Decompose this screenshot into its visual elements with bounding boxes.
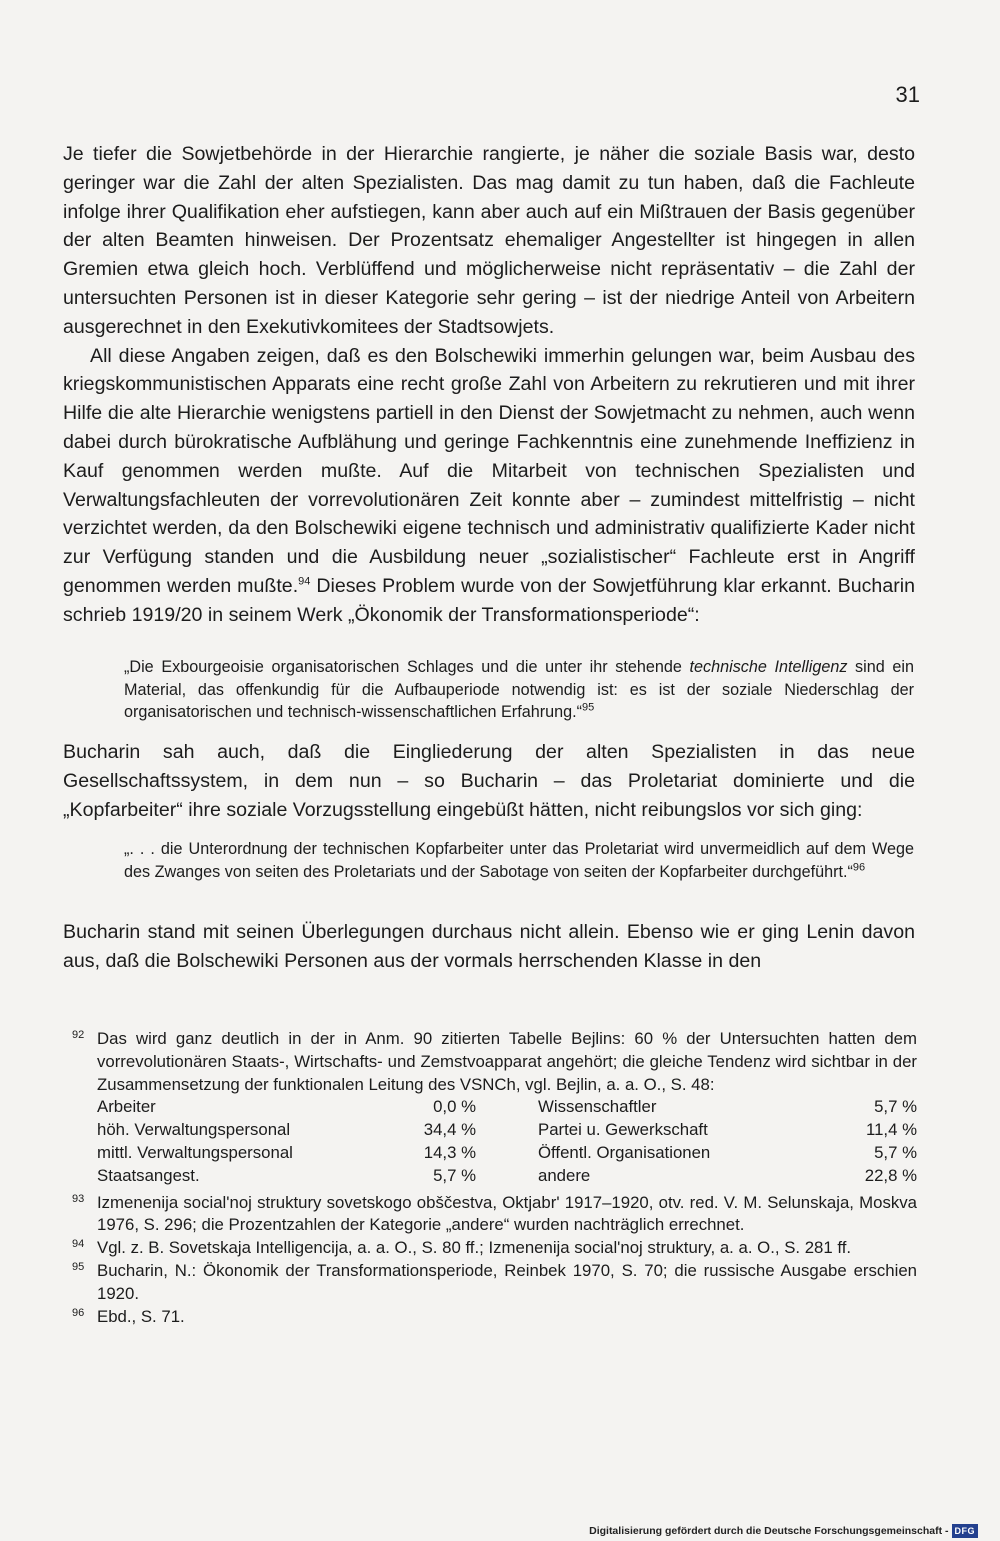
paragraph-2 bbox=[63, 342, 915, 630]
table-label: Wissenschaftler bbox=[538, 1097, 657, 1117]
table-column-right bbox=[538, 1096, 917, 1187]
table-row bbox=[97, 1119, 476, 1142]
table-row bbox=[538, 1096, 917, 1119]
paragraph-2-text: All diese Angaben zeigen, daß es den Bolschewiki immerhin gelungen war, beim Ausbau des kriegskommunistischen Apparats eine recht große Zahl von Arbeitern zu rekrutieren und mit ihrer Hilfe die alte Hierarchie wenigstens partiell in den Dienst der Sowjetmacht zu nehmen, auch wenn dabei durch bürokratische Aufblähung und geringe Fachkenntnis eine zunehmende Ineffizienz in Kauf genommen werden mußte. Auf die Mitarbeit von technischen Spezialisten und Verwaltungsfachleuten der vorrevolutionären Zeit konnte aber – zumindest mittelfristig – nicht verzichtet werden, da den Bolschewiki eigene technisch und administrativ qualifizierte Kader nicht zur Verfügung standen und die Ausbildung neuer „sozialistischer“ Fachleute erst in Angriff genommen werden mußte. bbox=[63, 344, 915, 597]
dfg-logo: DFG bbox=[952, 1524, 979, 1538]
footnote-ref-95[interactable]: 95 bbox=[582, 701, 595, 714]
table-value: 14,3 % bbox=[423, 1142, 476, 1162]
paragraph-3: Bucharin sah auch, daß die Eingliederung der alten Spezialisten in das neue Gesellschaftssystem, in dem nun – so Bucharin – das Proletariat dominierte und die „Kopfarbeiter“ ihre soziale Vorzugsstellung eingebüßt hätten, nicht reibungslos vor sich ging: bbox=[63, 741, 915, 821]
paragraph-4-block bbox=[63, 918, 915, 976]
table-value: 34,4 % bbox=[423, 1120, 476, 1140]
footnote-number: 96 bbox=[72, 1306, 85, 1319]
table-label: Staatsangest. bbox=[97, 1165, 200, 1185]
quote-1-part-a: „Die Exbourgeoisie organisatorischen Schlages und die unter ihr stehende bbox=[124, 658, 690, 676]
table-row bbox=[538, 1165, 917, 1188]
footnote-number: 94 bbox=[72, 1238, 85, 1251]
footnote-ref-94[interactable]: 94 bbox=[298, 575, 311, 588]
table-value: 5,7 % bbox=[433, 1165, 476, 1185]
footnote-93 bbox=[72, 1192, 917, 1238]
footnotes bbox=[72, 1028, 917, 1328]
footnote-text: Ebd., S. 71. bbox=[97, 1306, 185, 1326]
paragraph-4: Bucharin stand mit seinen Überlegungen durchaus nicht allein. Ebenso wie er ging Lenin davon aus, daß die Bolschewiki Personen aus der vormals herrschenden Klasse in den bbox=[63, 921, 915, 972]
table-value: 5,7 % bbox=[874, 1142, 917, 1162]
table-value: 11,4 % bbox=[866, 1120, 917, 1140]
footnote-95 bbox=[72, 1260, 917, 1306]
footnote-number: 95 bbox=[72, 1260, 85, 1273]
table-value: 0,0 % bbox=[433, 1097, 476, 1117]
quote-2-text: „. . . die Unterordnung der technischen Kopfarbeiter unter das Proletariat wird unvermeidlich auf dem Wege des Zwanges von seiten des Proletariats und der Sabotage von seiten der Kopfarbeiter durchgeführt.“ bbox=[124, 840, 914, 881]
footnote-text: Vgl. z. B. Sovetskaja Intelligencija, a. a. O., S. 80 ff.; Izmenenija social'noj struktury, a. a. O., S. 281 ff. bbox=[97, 1238, 852, 1258]
table-label: Partei u. Gewerkschaft bbox=[538, 1120, 708, 1140]
table-value: 22,8 % bbox=[864, 1165, 917, 1185]
footnote-ref-96[interactable]: 96 bbox=[852, 861, 866, 874]
footnote-92 bbox=[72, 1028, 917, 1096]
table-label: andere bbox=[538, 1165, 591, 1185]
quote-1-emphasis: technische Intelligenz bbox=[689, 658, 848, 676]
credit-text: Digitalisierung gefördert durch die Deutsche Forschungsgemeinschaft - bbox=[589, 1525, 949, 1537]
table-row bbox=[97, 1165, 476, 1188]
table-row bbox=[97, 1096, 476, 1119]
footnote-text: Izmenenija social'noj struktury sovetskogo obščestva, Oktjabr' 1917–1920, otv. red. V. M. Selunskaja, Moskva 1976, S. 296; die Prozentzahlen der Kategorie „andere“ wurden nachträglich errechnet. bbox=[97, 1192, 917, 1235]
digitization-credit bbox=[589, 1524, 978, 1538]
paragraph-3-block bbox=[63, 738, 915, 824]
table-label: höh. Verwaltungspersonal bbox=[97, 1120, 291, 1140]
table-label: mittl. Verwaltungspersonal bbox=[97, 1142, 293, 1162]
table-row bbox=[538, 1142, 917, 1165]
footnote-96 bbox=[72, 1306, 917, 1329]
footnote-text: Das wird ganz deutlich in der in Anm. 90 zitierten Tabelle Bejlins: 60 % der Untersuchten hatten dem vorrevolutionären Staats-, Wirtschafts- und Zemstvoapparat angehört; die gleiche Tendenz wird sichtbar in der Zusammensetzung der funktionalen Leitung des VSNCh, vgl. Bejlin, a. a. O., S. 48: bbox=[97, 1029, 917, 1094]
table-column-left bbox=[97, 1096, 476, 1187]
body-text bbox=[63, 140, 915, 630]
table-value: 5,7 % bbox=[874, 1097, 917, 1117]
quote-1-part-b: sind ein Material, das offenkundig für die Aufbauperiode notwendig ist: es ist der soziale Niederschlag der organisatorischen und technisch-wissenschaftlichen Erfahrung.“ bbox=[124, 658, 914, 721]
footnote-94 bbox=[72, 1237, 917, 1260]
footnote-number: 93 bbox=[72, 1192, 85, 1205]
page-number: 31 bbox=[895, 82, 920, 107]
table-row bbox=[538, 1119, 917, 1142]
footnote-number: 92 bbox=[72, 1029, 85, 1041]
table-row bbox=[97, 1142, 476, 1165]
blockquote-1 bbox=[124, 656, 914, 724]
table-label: Öffentl. Organisationen bbox=[538, 1142, 711, 1162]
paragraph-2-tail: Dieses Problem wurde von der Sowjetführung klar erkannt. Bucharin schrieb 1919/20 in seinem Werk „Ökonomik der Transformationsperiode“: bbox=[63, 574, 915, 626]
footnote-92-table bbox=[72, 1096, 917, 1187]
paragraph-1: Je tiefer die Sowjetbehörde in der Hierarchie rangierte, je näher die soziale Basis war, desto geringer war die Zahl der alten Spezialisten. Das mag damit zu tun haben, daß die Fachleute infolge ihrer Qualifikation eher aufstiegen, kann aber auch auf ein Mißtrauen der Basis gegenüber der alten Beamten hinweisen. Der Prozentsatz ehemaliger Angestellter ist hingegen in allen Gremien etwa gleich hoch. Verblüffend und möglicherweise nicht repräsentativ – die Zahl der untersuchten Personen ist in dieser Kategorie sehr gering – ist der niedrige Anteil von Arbeitern ausgerechnet in den Exekutivkomitees der Stadtsowjets. bbox=[63, 143, 915, 338]
footnote-text: Bucharin, N.: Ökonomik der Transformationsperiode, Reinbek 1970, S. 70; die russische Ausgabe erschien 1920. bbox=[97, 1260, 917, 1303]
table-label: Arbeiter bbox=[97, 1097, 156, 1117]
blockquote-2 bbox=[124, 838, 914, 883]
